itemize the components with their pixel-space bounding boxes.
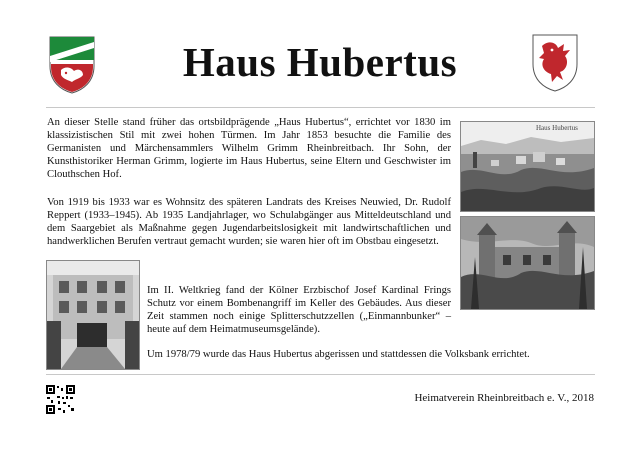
haus-hubertus-photo	[460, 216, 595, 310]
footer-credit: Heimatverein Rheinbreitbach e. V., 2018	[414, 392, 594, 404]
paragraph-war: Im II. Weltkrieg fand der Kölner Erzbischof Josef Kardinal Frings Schutz vor einem Bombenangriff im Keller des Gebäudes. Aus dieser Zeit stammen noch einige Splitterschutzzellen („Einmannbunker“ – heute auf dem Heimatmuseumsgelände).	[147, 285, 451, 335]
top-divider	[46, 107, 595, 108]
town-photo-caption: Haus Hubertus	[536, 124, 578, 132]
courtyard-photo	[46, 260, 140, 370]
page-title: Haus Hubertus	[182, 39, 458, 85]
municipal-crest-right	[530, 32, 580, 92]
paragraph-demolition: Um 1978/79 wurde das Haus Hubertus abgerissen und stattdessen die Volksbank errichtet.	[147, 349, 530, 360]
paragraph-residence: Von 1919 bis 1933 war es Wohnsitz des späteren Landrats des Kreises Neuwied, Dr. Rudolf Reppert (1933–1945). Ab 1935 Landjahrlager, wo Schulabgänger aus Mitteldeutschland und dem Saargebiet als Maßnahme gegen Jugendarbeitslosigkeit mit landwirtschaftlichen und handwerklichen Berufen vertraut gemacht wurden; sie waren hier oft im Obstbau eingesetzt.	[47, 197, 451, 247]
bottom-divider	[46, 374, 595, 375]
paragraph-history: An dieser Stelle stand früher das ortsbildprägende „Haus Hubertus“, errichtet vor 1830 im klassizistischen Stil mit zwei hohen Türmen. Im Jahr 1853 besuchte die Familie des Germanisten und Märchensammlers Wilhelm Grimm Rheinbreitbach. Ihr Sohn, der Kunsthistoriker Herman Grimm, logierte im Haus Hubertus, seine Eltern und Geschwister im Clouthschen Hof.	[47, 117, 451, 180]
qr-code[interactable]	[46, 385, 75, 414]
town-view-photo	[460, 121, 595, 212]
